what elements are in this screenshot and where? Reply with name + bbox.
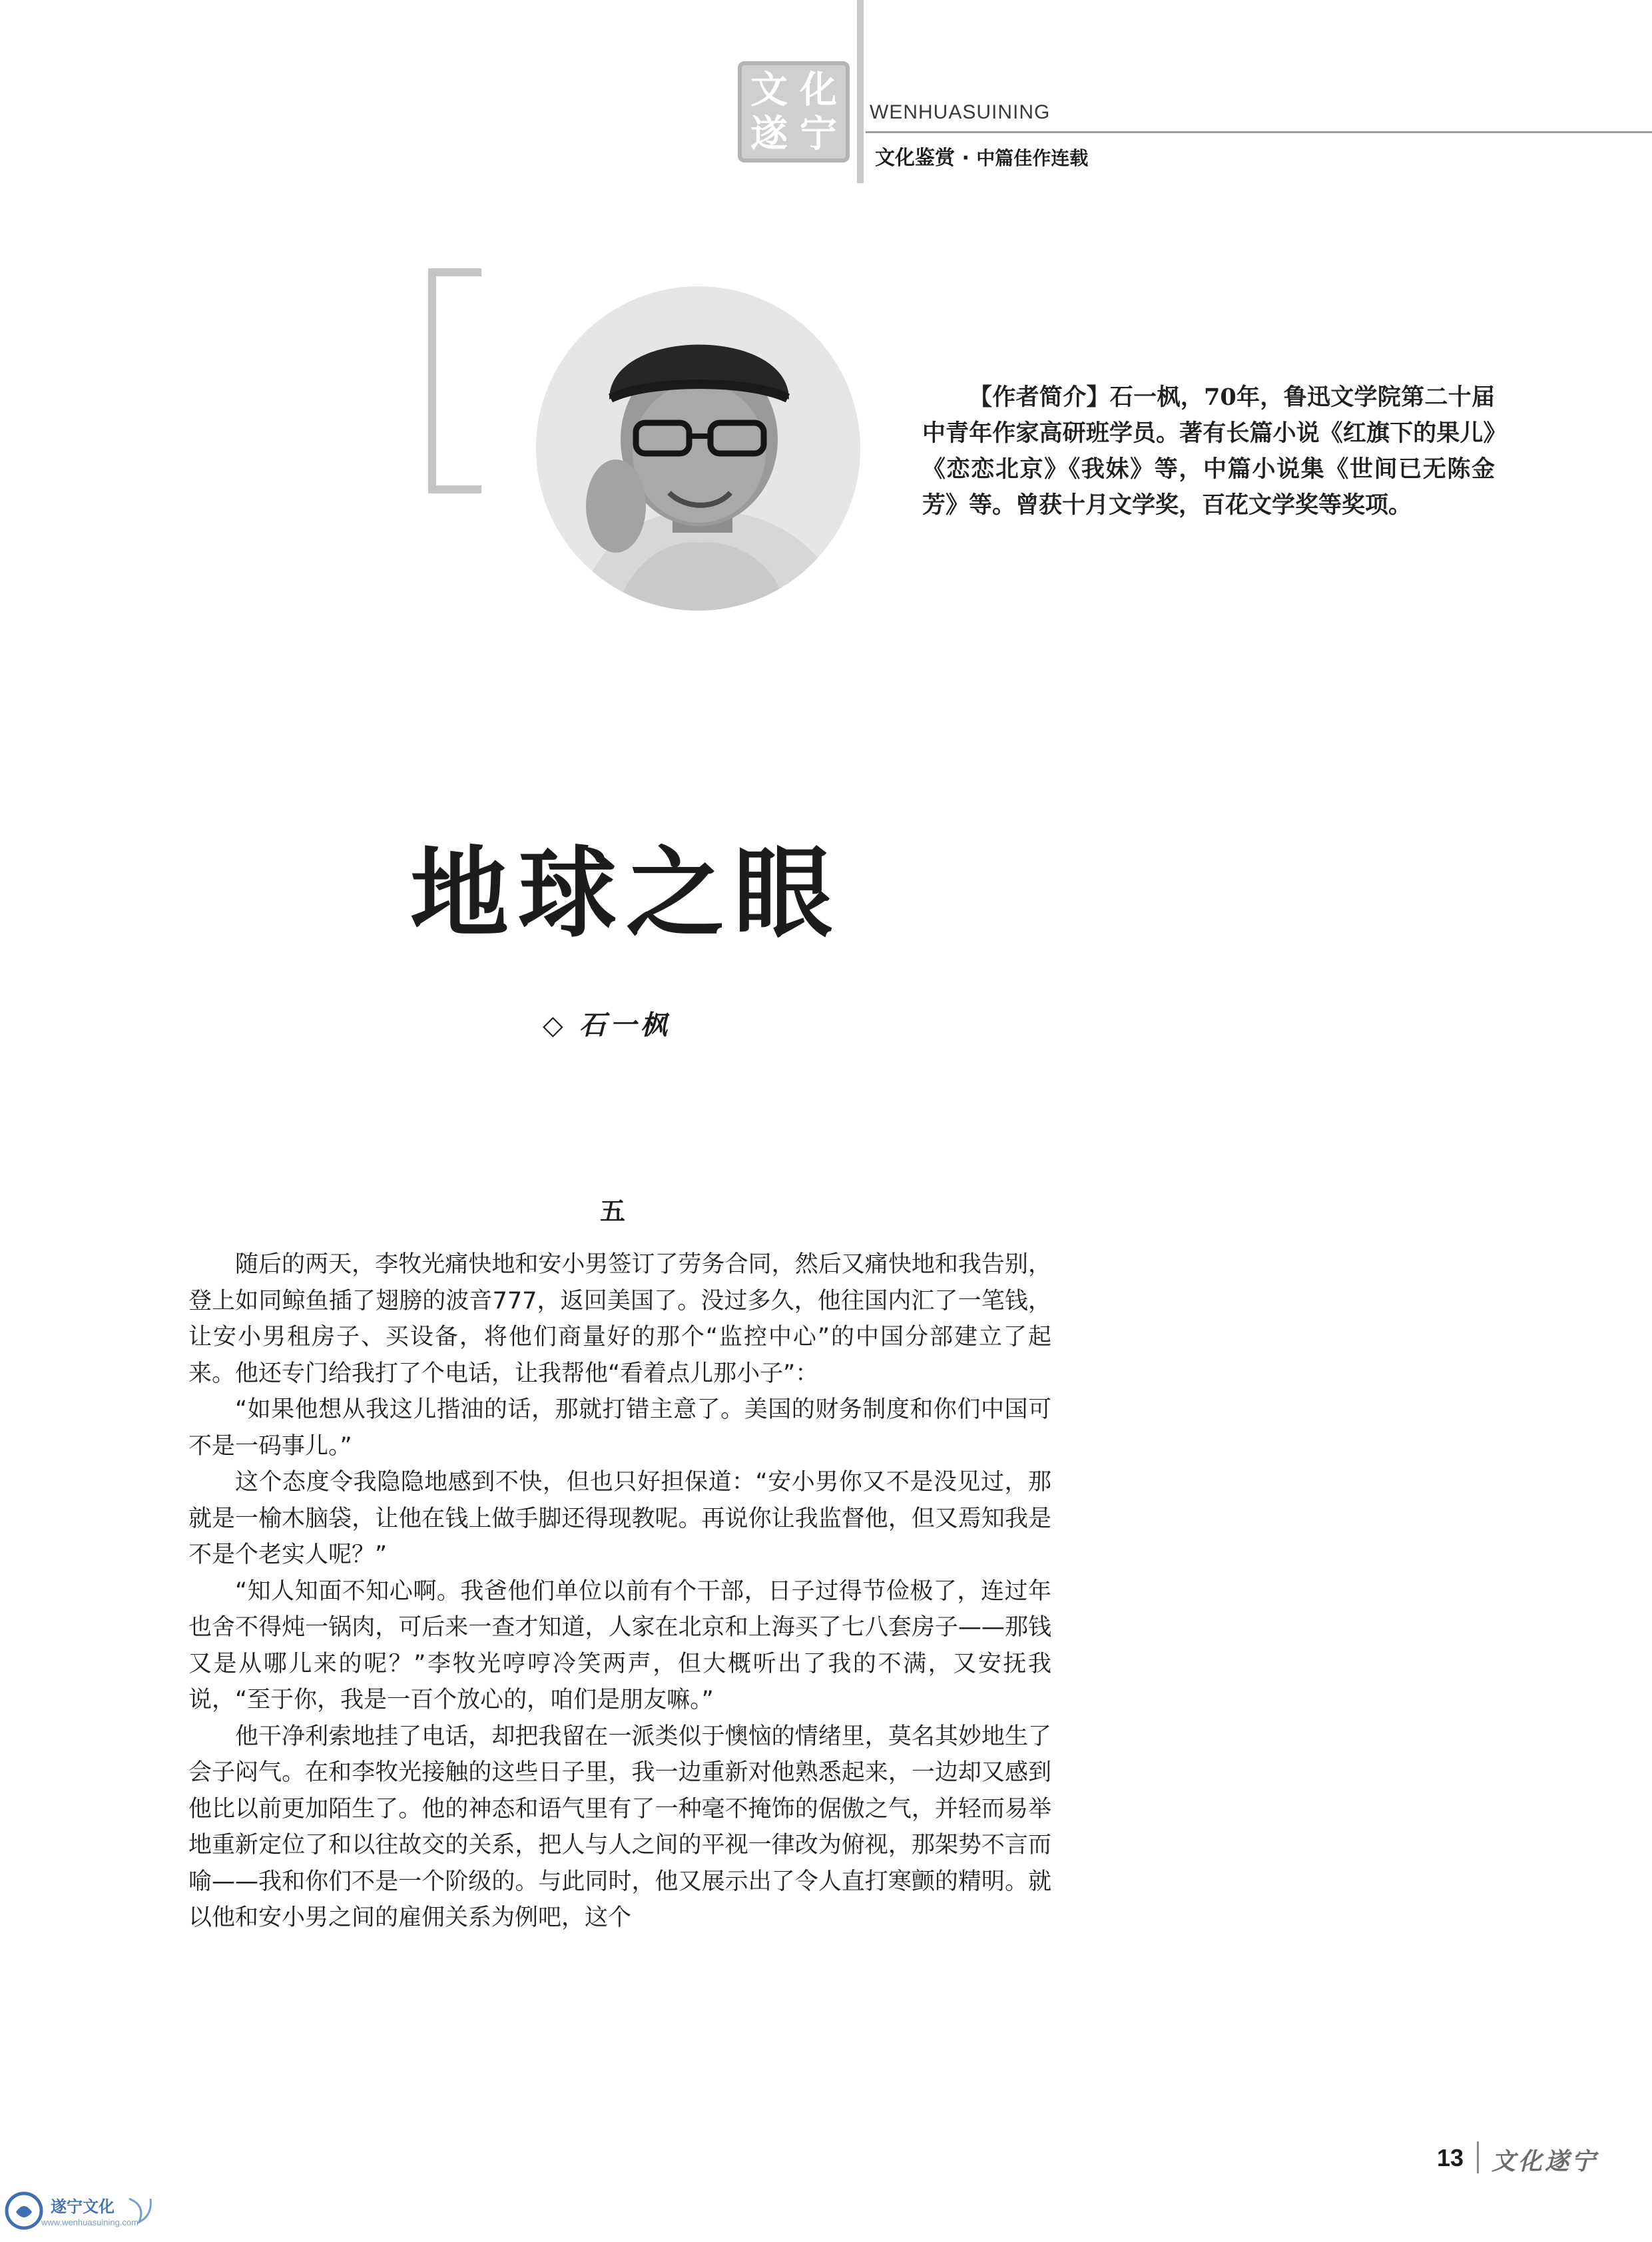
bio-label: 【作者简介】 [969, 384, 1110, 411]
paragraph: “如果他想从我这儿揩油的话，那就打错主意了。美国的财务制度和你们中国可不是一码事儿。” [188, 1396, 1051, 1460]
paragraph: “知人知面不知心啊。我爸他们单位以前有个干部，日子过得节俭极了，连过年也舍不得炖一锅肉，可后来一查才知道，人家在北京和上海买了七八套房子——那钱又是从哪儿来的呢？”李牧光哼哼冷笑两声，但大概听出了我的不满，又安抚我说，“至于你，我是一百个放心的，咱们是朋友嘛。” [188, 1577, 1051, 1713]
section-label [875, 141, 1088, 170]
paragraph: 随后的两天，李牧光痛快地和安小男签订了劳务合同，然后又痛快地和我告别，登上如同鲸鱼插了翅膀的波音777，返回美国了。没过多久，他往国内汇了一笔钱，让安小男租房子、买设备，将他们商量好的那个“监控中心”的中国分部建立了起来。他还专门给我打了个电话，让我帮他“看着点儿那小子”： [188, 1251, 1051, 1387]
article-title: 地球之眼 [410, 836, 842, 951]
author-portrait [536, 286, 860, 611]
decorative-bracket [428, 268, 481, 493]
corner-logo-text: 遂宁文化 [51, 2197, 115, 2216]
author-bio [922, 380, 1495, 523]
footer-divider [1477, 2141, 1479, 2173]
section-name: 文化鉴赏 [875, 146, 955, 170]
paragraph: 他干净利索地挂了电话，却把我留在一派类似于懊恼的情绪里，莫名其妙地生了会子闷气。在和李牧光接触的这些日子里，我一边重新对他熟悉起来，一边却又感到他比以前更加陌生了。他的神态和语气里有了一种毫不掩饰的倨傲之气，并轻而易举地重新定位了和以往故交的关系，把人与人之间的平视一律改为俯视，那架势不言而喻——我和你们不是一个阶级的。与此同时，他又展示出了令人直打寒颤的精明。就以他和安小男之间的雇佣关系为例吧，这个 [188, 1723, 1051, 1931]
magazine-seal-logo [738, 61, 850, 162]
seal-char: 宁 [800, 112, 837, 156]
magazine-name-english: WENHUASUINING [870, 101, 1051, 123]
diamond-icon: ◇ [543, 1009, 567, 1041]
paragraph: 这个态度令我隐隐地感到不快，但也只好担保道：“安小男你又不是没见过，那就是一榆木脑袋，让他在钱上做手脚还得现教呢。再说你让我监督他，但又焉知我是不是个老实人呢？” [188, 1469, 1051, 1568]
seal-char: 遂 [750, 112, 788, 156]
header-divider-vertical [857, 0, 864, 183]
article-body [188, 1247, 1051, 1936]
footer-magazine-name: 文化遂宁 [1492, 2147, 1599, 2175]
section-subname: 中篇佳作连载 [976, 147, 1089, 169]
seal-char: 文 [750, 68, 788, 112]
corner-logo-url: www.wenhuasuining.com [41, 2217, 138, 2227]
seal-char: 化 [800, 68, 837, 112]
page-number: 13 [1437, 2144, 1464, 2171]
byline [543, 1004, 671, 1042]
author-name: 石一枫 [579, 1009, 671, 1041]
section-separator: · [955, 146, 977, 170]
bio-text: 石一枫，70年，鲁迅文学院第二十届中青年作家高研班学员。著有长篇小说《红旗下的果儿》《恋恋北京》《我妹》等，中篇小说集《世间已无陈金芳》等。曾获十月文学奖，百花文学奖等奖项。 [922, 384, 1495, 519]
header-rule [866, 131, 1652, 133]
chapter-number: 五 [599, 1197, 625, 1226]
